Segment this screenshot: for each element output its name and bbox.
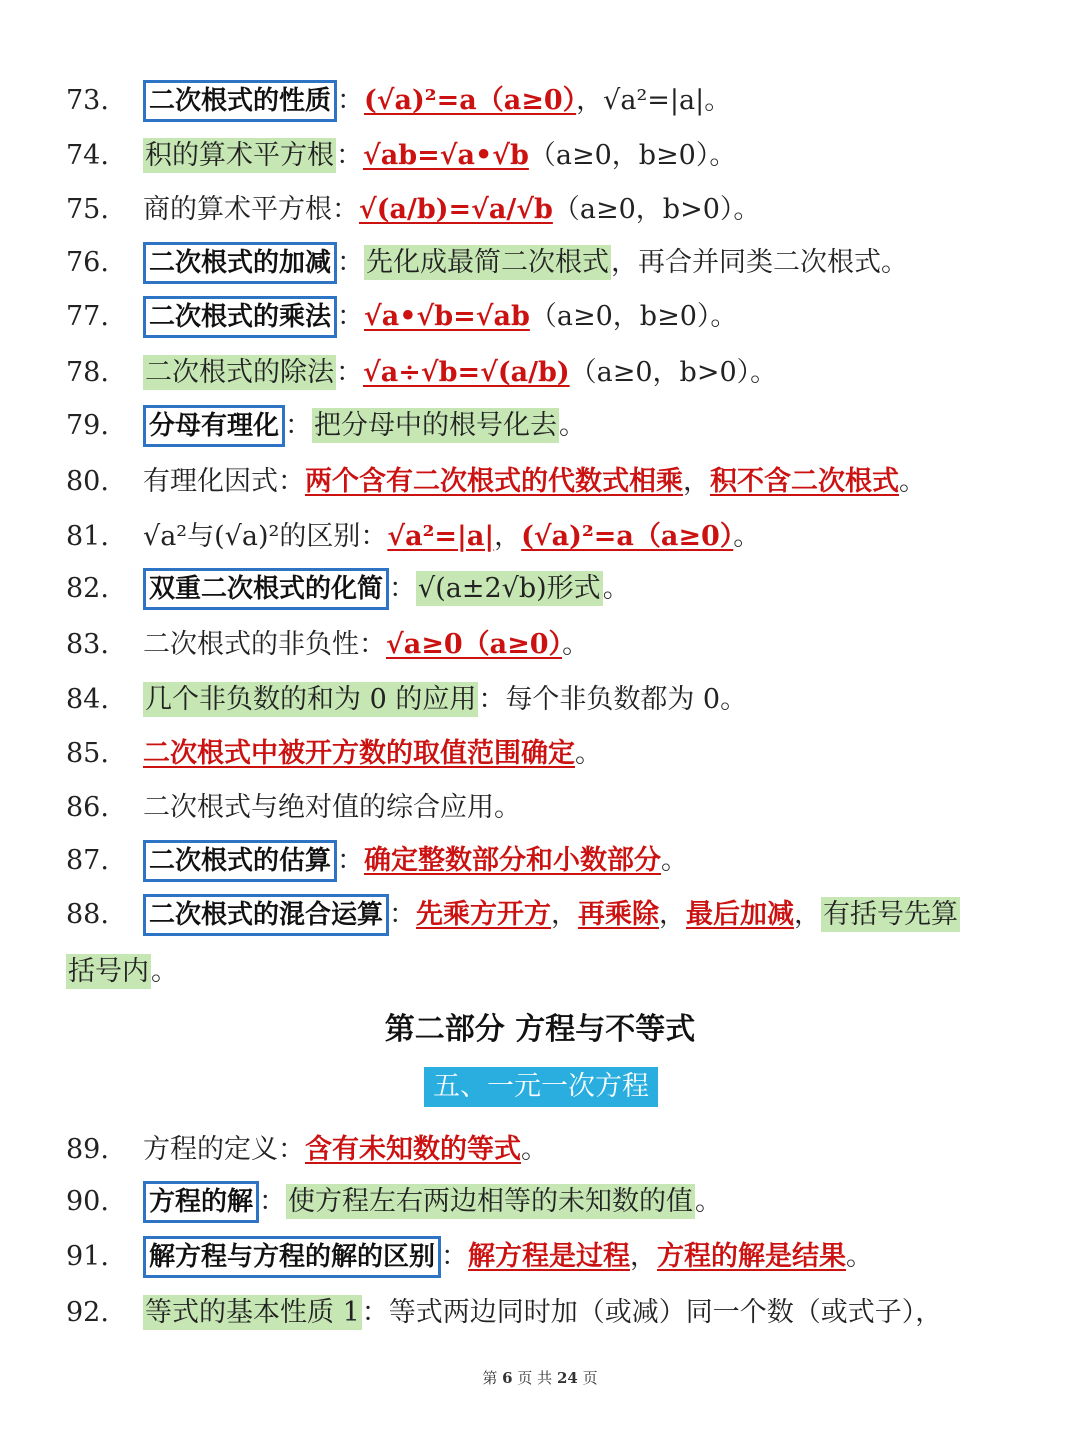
page-footer: 第 6 页 共 24 页	[482, 1369, 598, 1387]
item-label: 方程的解	[143, 1181, 259, 1223]
item-label: √a²与(√a)²的区别	[143, 521, 361, 552]
item-88: 88. 二次根式的混合运算 ：先乘方开方，再乘除，最后加减，有括号先算	[66, 894, 1040, 936]
item-81: 81. √a²与(√a)²的区别：√a²=|a|，(√a)²=a（a≥0）。	[66, 521, 761, 552]
item-label: 二次根式的加减	[143, 242, 337, 284]
item-73: 73. 二次根式的性质 ：(√a)²=a（a≥0），√a²=|a|。	[66, 80, 1040, 122]
item-87: 87. 二次根式的估算 ：确定整数部分和小数部分。	[66, 840, 1040, 882]
section-title: 五、一元一次方程	[424, 1067, 658, 1107]
item-label: 解方程与方程的解的区别	[143, 1236, 441, 1278]
item-83: 83. 二次根式的非负性：√a≥0（a≥0）。	[66, 629, 590, 660]
item-label: 二次根式的非负性	[143, 629, 359, 660]
item-84: 84. 几个非负数的和为 0 的应用：每个非负数都为 0。	[66, 684, 748, 715]
item-label: 二次根式的性质	[143, 80, 337, 122]
item-label: 方程的定义	[143, 1134, 278, 1165]
item-91: 91. 解方程与方程的解的区别 ：解方程是过程，方程的解是结果。	[66, 1236, 1040, 1278]
item-90: 90. 方程的解 ：使方程左右两边相等的未知数的值。	[66, 1181, 1040, 1223]
item-92: 92. 等式的基本性质 1：等式两边同时加（或减）同一个数（或式子），	[66, 1297, 943, 1328]
item-77: 77. 二次根式的乘法 ：√a•√b=√ab（a≥0，b≥0）。	[66, 296, 1040, 338]
item-85: 85. 二次根式中被开方数的取值范围确定。	[66, 738, 602, 769]
item-86: 86. 二次根式与绝对值的综合应用。	[66, 792, 521, 823]
page-total: 24	[556, 1369, 578, 1387]
item-88-continued: 括号内。	[68, 956, 178, 987]
item-79: 79. 分母有理化 ：把分母中的根号化去。	[66, 405, 1040, 447]
item-label: 二次根式的混合运算	[143, 894, 389, 936]
item-78: 78. 二次根式的除法：√a÷√b=√(a/b)（a≥0，b>0）。	[66, 357, 778, 388]
item-label: 商的算术平方根	[143, 194, 332, 225]
item-75: 75. 商的算术平方根：√(a/b)=√a/√b（a≥0，b>0）。	[66, 194, 761, 225]
item-label: 二次根式的估算	[143, 840, 337, 882]
item-74: 74. 积的算术平方根：√ab=√a•√b（a≥0，b≥0）。	[66, 140, 737, 171]
item-80: 80. 有理化因式：两个含有二次根式的代数式相乘，积不含二次根式。	[66, 466, 926, 497]
item-82: 82. 双重二次根式的化简 ：√(a±2√b)形式。	[66, 568, 1040, 610]
item-label: 二次根式与绝对值的综合应用。	[143, 792, 521, 823]
item-label: 等式的基本性质 1	[145, 1297, 360, 1328]
item-label: 有理化因式	[143, 466, 278, 497]
item-76: 76. 二次根式的加减 ：先化成最简二次根式，再合并同类二次根式。	[66, 242, 1040, 284]
part-title: 第二部分 方程与不等式	[384, 1012, 696, 1047]
item-label: 二次根式中被开方数的取值范围确定	[143, 738, 575, 769]
item-label: 分母有理化	[143, 405, 285, 447]
item-label: 双重二次根式的化简	[143, 568, 389, 610]
page-number: 6	[502, 1369, 513, 1387]
item-label: 二次根式的乘法	[143, 296, 337, 338]
item-label: 积的算术平方根	[145, 140, 334, 171]
item-label: 几个非负数的和为 0 的应用	[145, 684, 477, 715]
item-label: 二次根式的除法	[145, 357, 334, 388]
item-89: 89. 方程的定义：含有未知数的等式。	[66, 1134, 548, 1165]
